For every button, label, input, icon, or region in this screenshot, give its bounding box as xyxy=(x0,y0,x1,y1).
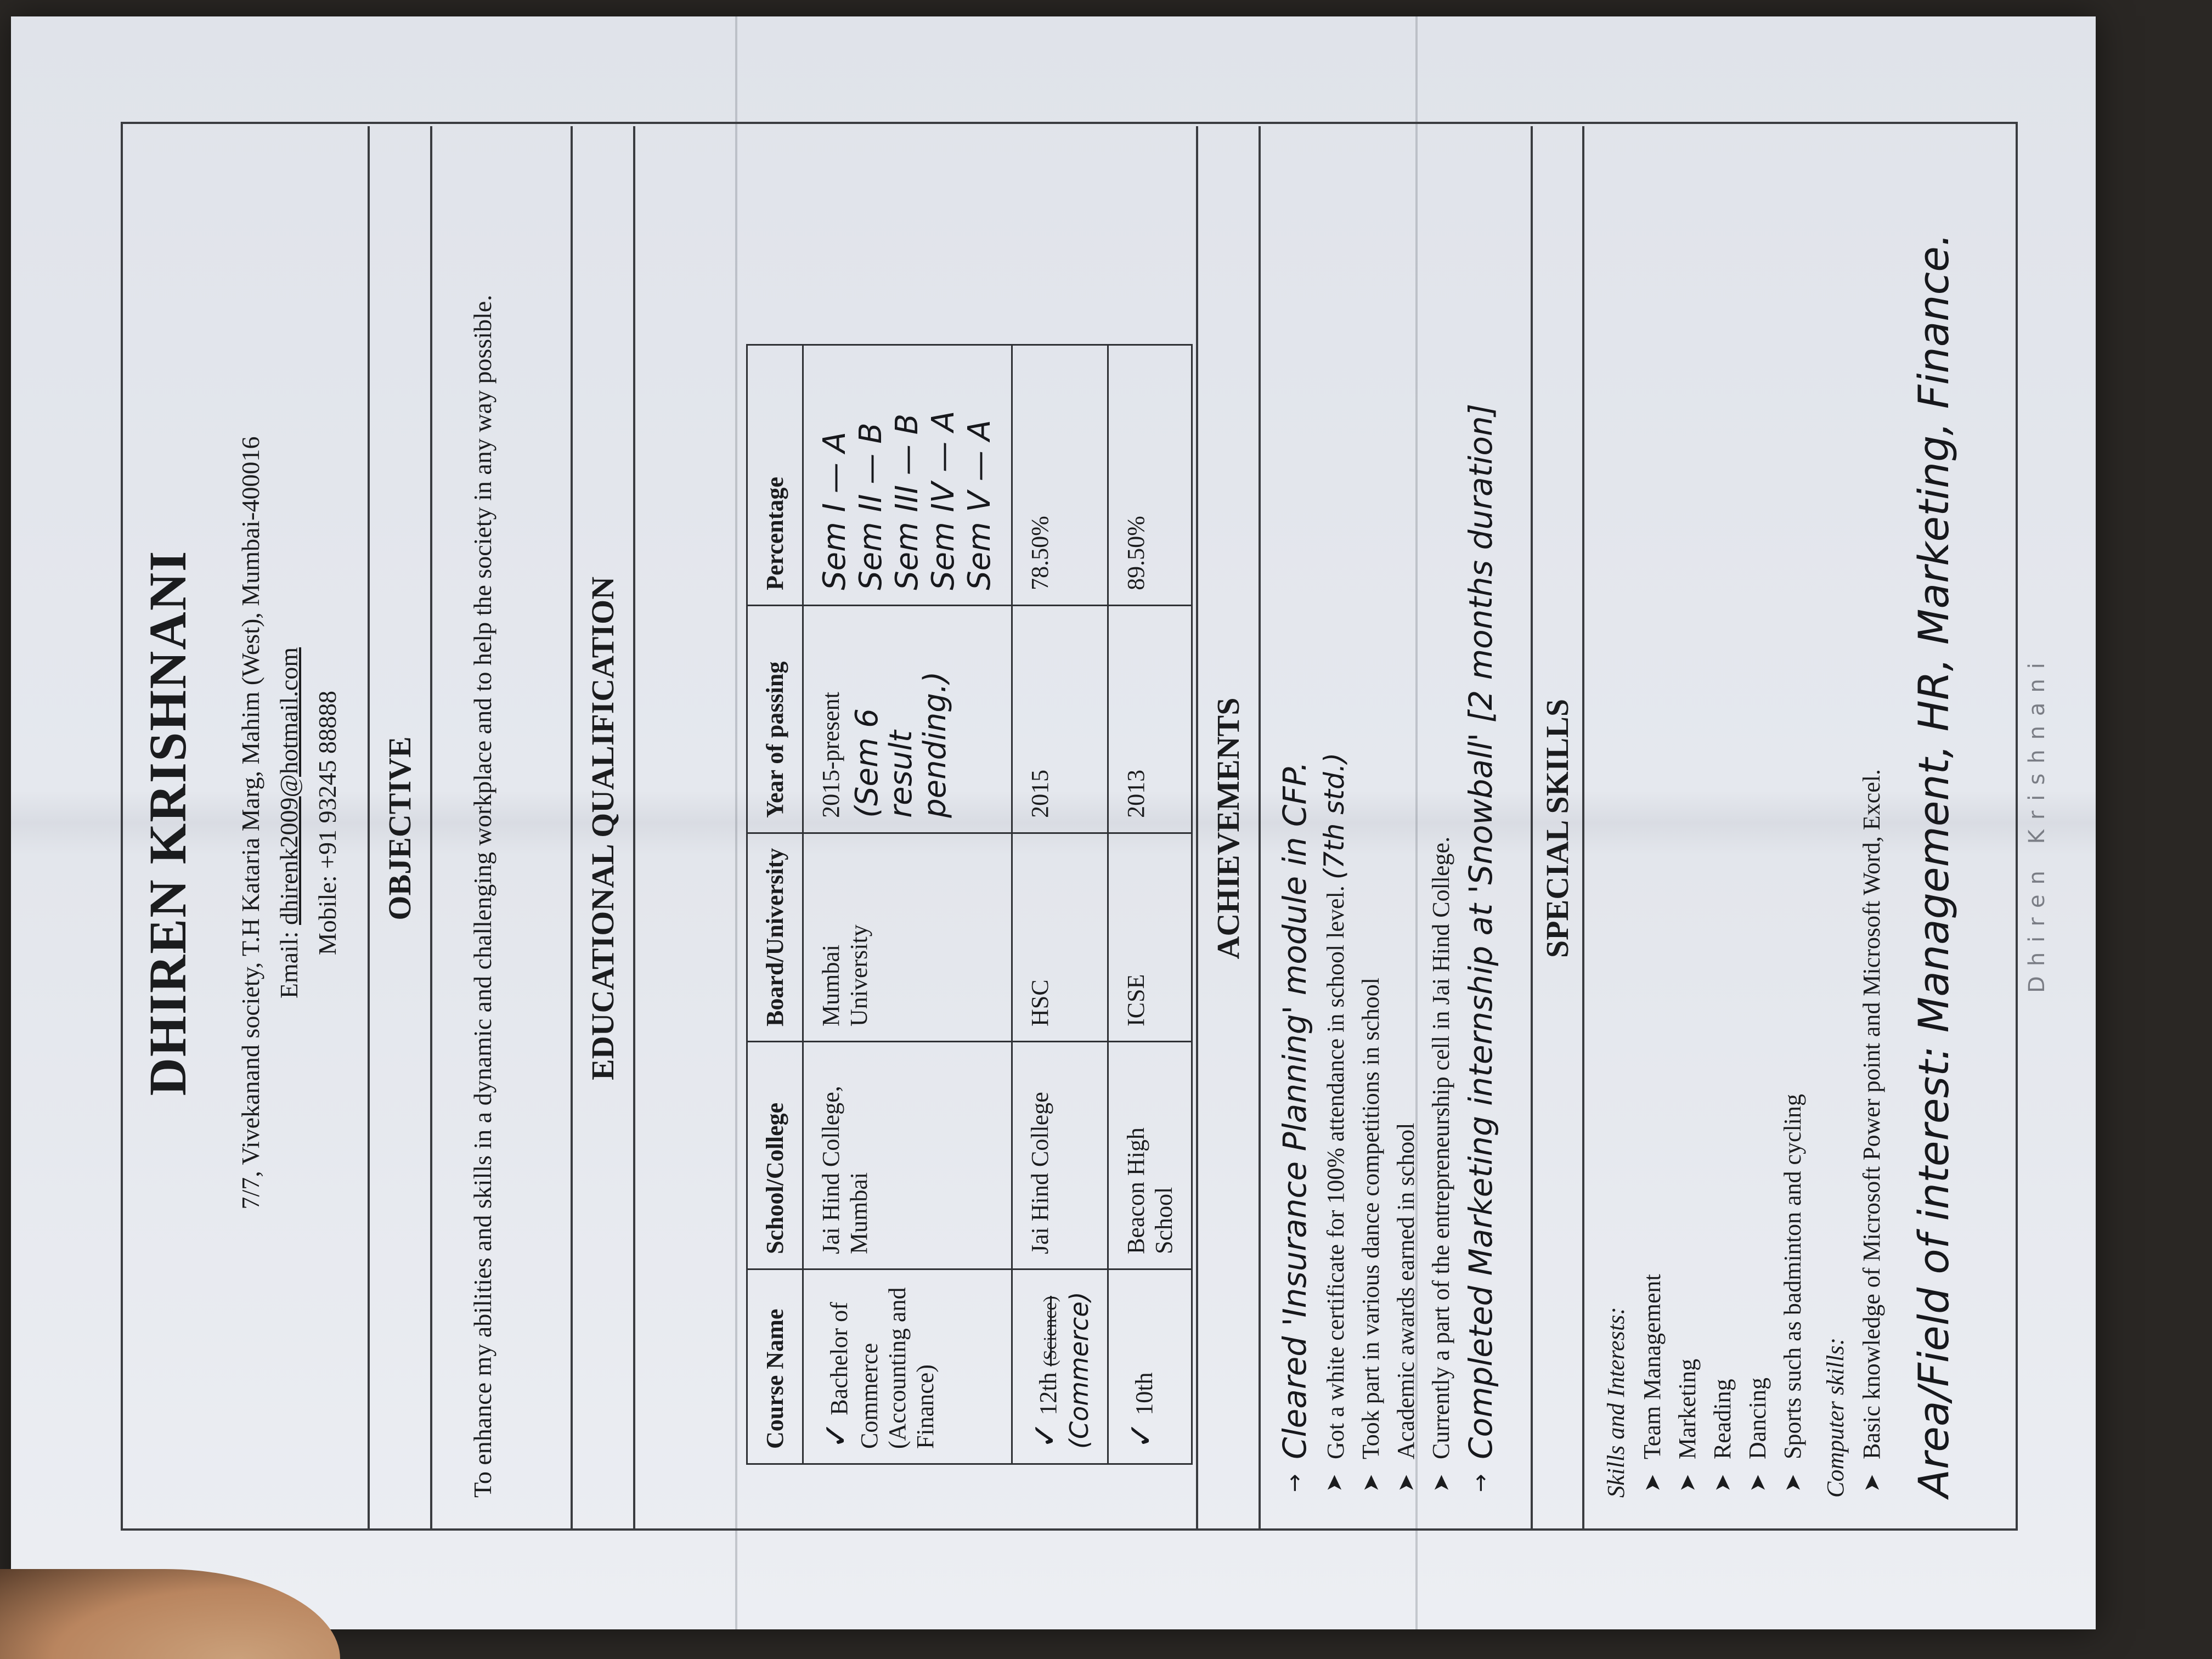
arrow-bullet-icon: ➤ xyxy=(1429,1474,1453,1492)
email-label: Email: xyxy=(275,925,303,999)
year-cell: 2015 xyxy=(1012,605,1108,833)
handwritten-year-note: (Sem 6 result pending.) xyxy=(849,671,953,818)
list-item xyxy=(1705,1094,1740,1498)
board-cell: Mumbai University xyxy=(803,833,1012,1041)
column-header: Board/University xyxy=(747,833,803,1041)
list-item xyxy=(1353,404,1389,1498)
achievement-text: Currently a part of the entrepreneurship cell in Jai Hind College. xyxy=(1427,836,1454,1459)
course-name: 12th xyxy=(1035,1372,1062,1415)
list-item xyxy=(1740,1094,1775,1498)
skills-list xyxy=(1635,1094,1810,1498)
list-item xyxy=(1775,1094,1810,1498)
check-mark-icon: ✓ xyxy=(817,1421,855,1449)
course-cell xyxy=(1012,1269,1108,1464)
email-link[interactable]: dhirenk2009@hotmail.com xyxy=(275,647,303,925)
handwritten-achievement: Cleared 'Insurance Planning' module in CFP. xyxy=(1276,761,1313,1459)
semester-grade: Sem IV — A xyxy=(926,410,961,590)
percentage-cell: 89.50% xyxy=(1108,345,1192,605)
skill-text: Sports such as badminton and cycling xyxy=(1779,1093,1806,1459)
arrow-bullet-icon: ➤ xyxy=(1745,1474,1770,1492)
arrow-bullet-icon: ➤ xyxy=(1780,1474,1805,1492)
semester-grade: Sem III — B xyxy=(889,413,925,590)
arrow-bullet-icon: ➤ xyxy=(1393,1474,1418,1492)
computer-skills-list xyxy=(1854,769,1889,1498)
semester-grade: Sem V — A xyxy=(962,420,997,590)
section-title-achievements: ACHIEVEMENTS xyxy=(1196,126,1261,1531)
board-cell: HSC xyxy=(1012,833,1108,1041)
handwritten-achievement: Completed Marketing internship at 'Snowball' [2 months duration] xyxy=(1462,403,1499,1459)
year-value: 2015-present xyxy=(817,692,844,818)
arrow-bullet-icon: ➤ xyxy=(1859,1474,1884,1492)
school-cell: Jai Hind College xyxy=(1012,1042,1108,1269)
arrow-icon: → xyxy=(1468,1474,1493,1492)
arrow-icon: → xyxy=(1282,1474,1307,1492)
arrow-bullet-icon: ➤ xyxy=(1675,1474,1700,1492)
handwritten-area-of-interest: Area/Field of interest: Management, HR, Marketing, Finance. xyxy=(1909,233,1958,1498)
check-mark-icon: ✓ xyxy=(1122,1421,1160,1449)
list-item xyxy=(1424,404,1459,1498)
course-cell xyxy=(803,1269,1012,1464)
table-row xyxy=(803,345,1012,1464)
computer-skill-text: Basic knowledge of Microsoft Power point and Microsoft Word, Excel. xyxy=(1858,769,1885,1459)
list-item xyxy=(1635,1094,1670,1498)
school-cell: Beacon High School xyxy=(1108,1042,1192,1269)
list-item xyxy=(1389,404,1424,1498)
computer-skills-heading: Computer skills: xyxy=(1822,1337,1849,1498)
mobile-number: Mobile: +91 93245 88888 xyxy=(313,690,341,956)
achievements-list xyxy=(1273,404,1503,1498)
year-cell xyxy=(803,605,1012,833)
table-row xyxy=(1108,345,1192,1464)
board-cell: ICSE xyxy=(1108,833,1192,1041)
arrow-bullet-icon: ➤ xyxy=(1640,1474,1664,1492)
course-name: Bachelor of Commerce (Accounting and Finance) xyxy=(826,1287,939,1449)
column-header: Course Name xyxy=(747,1269,803,1464)
list-item xyxy=(1670,1094,1705,1498)
table-header-row xyxy=(747,345,803,1464)
list-item xyxy=(1273,404,1317,1498)
year-cell: 2013 xyxy=(1108,605,1192,833)
education-table xyxy=(746,344,1193,1465)
handwritten-note: (7th std.) xyxy=(1318,752,1350,880)
column-header: Year of passing xyxy=(747,605,803,833)
column-header: School/College xyxy=(747,1042,803,1269)
skills-interests-heading: Skills and Interests: xyxy=(1602,1307,1629,1498)
skill-text: Team Management xyxy=(1639,1274,1666,1459)
candidate-name: DHIREN KRISHNANI xyxy=(138,550,197,1096)
struck-course-note: (Science) xyxy=(1040,1296,1060,1367)
arrow-bullet-icon: ➤ xyxy=(1710,1474,1735,1492)
course-name: 10th xyxy=(1131,1372,1158,1415)
skill-text: Reading xyxy=(1709,1379,1736,1459)
resume-page xyxy=(11,16,2096,1629)
semester-grade: Sem I — A xyxy=(817,432,853,590)
skill-text: Marketing xyxy=(1674,1358,1701,1459)
objective-text: To enhance my abilities and skills in a dynamic and challenging workplace and to help the society in any way possible. xyxy=(469,295,496,1498)
list-item xyxy=(1459,404,1503,1498)
achievement-text: Took part in various dance competitions in school xyxy=(1357,978,1384,1459)
course-cell xyxy=(1108,1269,1192,1464)
achievement-text: Academic awards earned in school xyxy=(1392,1122,1419,1459)
address-line: 7/7, Vivekanand society, T.H Kataria Marg, Mahim (West), Mumbai-400016 xyxy=(236,436,264,1210)
skill-text: Dancing xyxy=(1744,1377,1771,1459)
table-row xyxy=(1012,345,1108,1464)
arrow-bullet-icon: ➤ xyxy=(1322,1474,1346,1492)
semester-grade: Sem II — B xyxy=(853,422,889,590)
list-item xyxy=(1854,769,1889,1498)
handwritten-course-note: (Commerce) xyxy=(1064,1291,1094,1449)
percentage-cell: 78.50% xyxy=(1012,345,1108,605)
column-header: Percentage xyxy=(747,345,803,605)
achievement-text: Got a white certificate for 100% attendance in school level. xyxy=(1322,885,1349,1459)
footer-watermark: Dhiren Krishnani xyxy=(2024,653,2050,993)
list-item xyxy=(1317,404,1353,1498)
arrow-bullet-icon: ➤ xyxy=(1358,1474,1383,1492)
check-mark-icon: ✓ xyxy=(1026,1421,1064,1449)
section-title-special-skills: SPECIAL SKILLS xyxy=(1531,126,1584,1531)
section-title-objective: OBJECTIVE xyxy=(368,126,432,1531)
school-cell: Jai Hind College, Mumbai xyxy=(803,1042,1012,1269)
contact-line xyxy=(274,16,303,1629)
section-title-education: EDUCATIONAL QUALIFICATION xyxy=(571,126,635,1531)
percentage-cell xyxy=(803,345,1012,605)
